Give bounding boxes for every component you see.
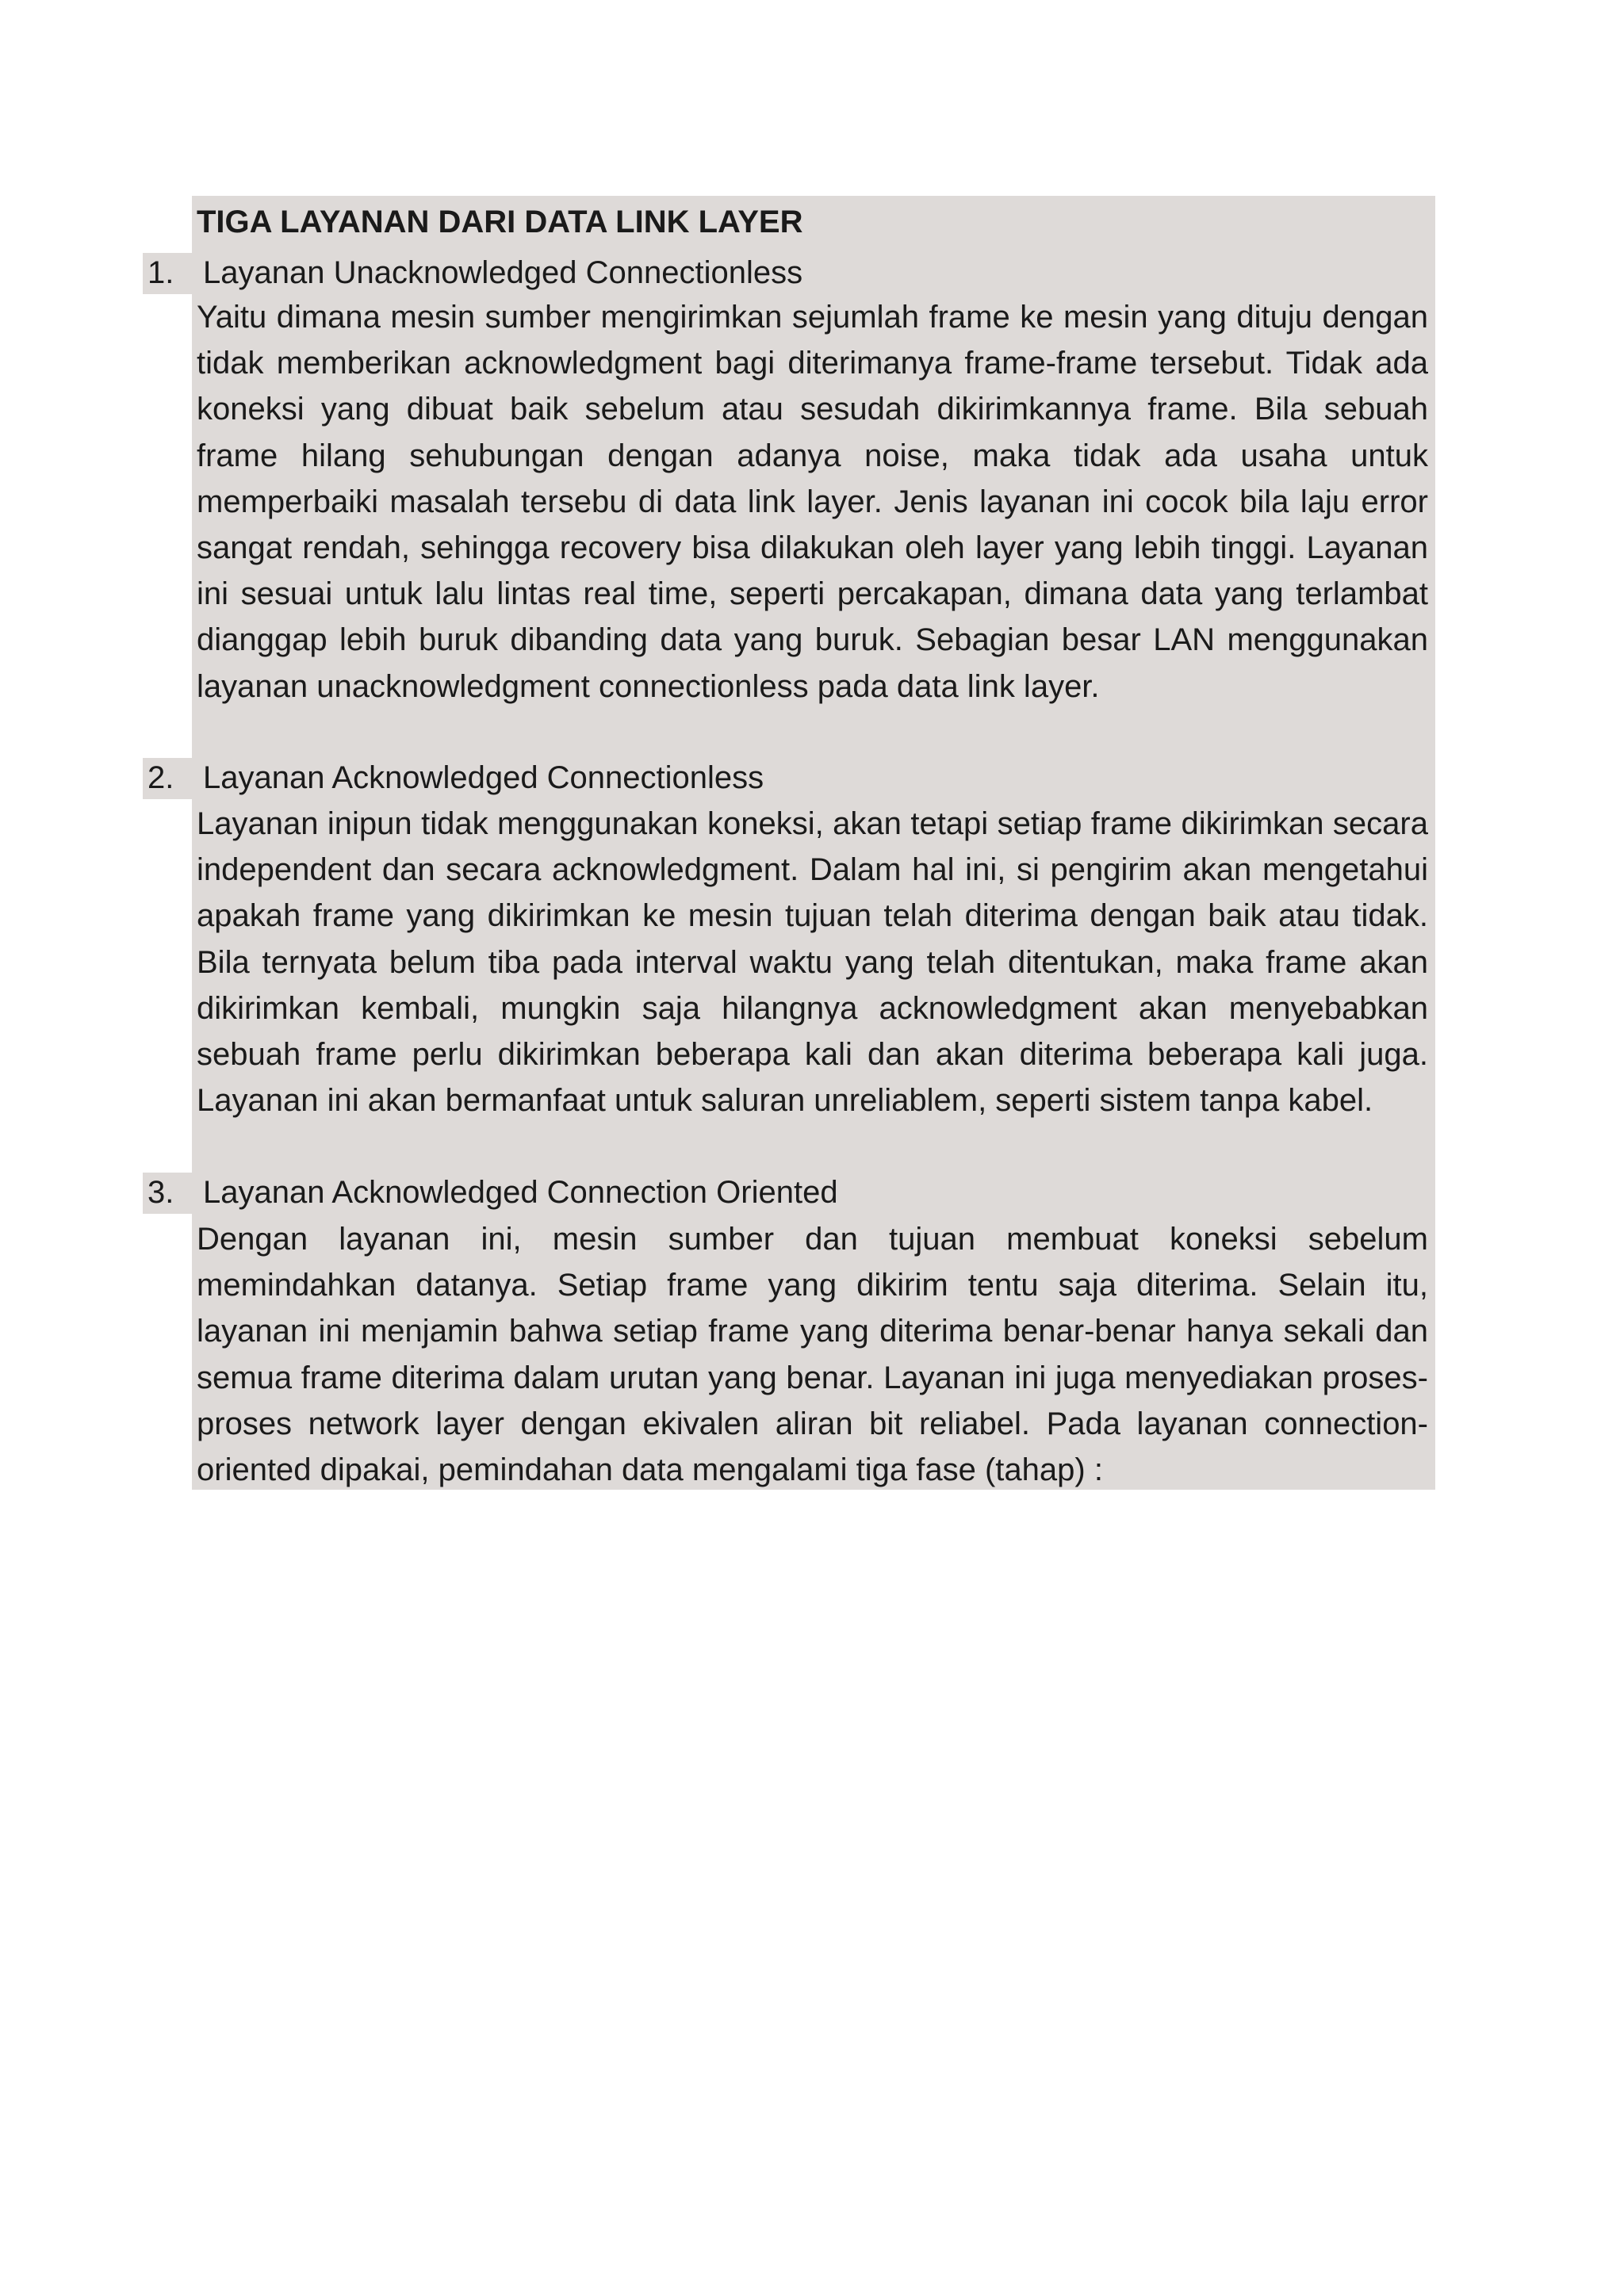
list-item-heading-1: [147, 252, 802, 293]
list-item-heading-2: [147, 757, 764, 798]
list-item-title-2: Layanan Acknowledged Connectionless: [203, 760, 764, 795]
list-item-paragraph-3: Dengan layanan ini, mesin sumber dan tujuan membuat koneksi sebelum memindahkan datanya. Setiap frame yang dikirim tentu saja diterima. Selain itu, layanan ini menjamin bahwa setiap frame yang diterima benar-benar hanya sekali dan semua frame diterima dalam urutan yang benar. Layanan ini juga menyediakan proses-proses network layer dengan ekivalen aliran bit reliabel. Pada layanan connection-oriented dipakai, pemindahan data mengalami tiga fase (tahap) :: [197, 1222, 1428, 1488]
list-item-heading-3: [147, 1172, 838, 1213]
list-item-paragraph-1: Yaitu dimana mesin sumber mengirimkan sejumlah frame ke mesin yang dituju dengan tidak memberikan acknowledgment bagi diterimanya frame-frame tersebut. Tidak ada koneksi yang dibuat baik sebelum atau sesudah dikirimkannya frame. Bila sebuah frame hilang sehubungan dengan adanya noise, maka tidak ada usaha untuk memperbaiki masalah tersebu di data link layer. Jenis layanan ini cocok bila laju error sangat rendah, sehingga recovery bisa dilakukan oleh layer yang lebih tinggi. Layanan ini sesuai untuk lalu lintas real time, seperti percakapan, dimana data yang terlambat dianggap lebih buruk dibanding data yang buruk. Sebagian besar LAN menggunakan layanan unacknowledgment connectionless pada data link layer.: [197, 300, 1428, 704]
list-item-title-3: Layanan Acknowledged Connection Oriented: [203, 1175, 838, 1210]
list-item-paragraph-2: Layanan inipun tidak menggunakan koneksi, akan tetapi setiap frame dikirimkan secara independent dan secara acknowledgment. Dalam hal ini, si pengirim akan mengetahui apakah frame yang dikirimkan ke mesin tujuan telah diterima dengan baik atau tidak. Bila ternyata belum tiba pada interval waktu yang telah ditentukan, maka frame akan dikirimkan kembali, mungkin saja hilangnya acknowledgment akan menyebabkan sebuah frame perlu dikirimkan beberapa kali dan akan diterima beberapa kali juga. Layanan ini akan bermanfaat untuk saluran unreliablem, seperti sistem tanpa kabel.: [197, 806, 1428, 1119]
list-item-number-2: 2.: [147, 760, 174, 795]
list-item-number-3: 3.: [147, 1175, 174, 1210]
list-item-title-1: Layanan Unacknowledged Connectionless: [203, 255, 803, 290]
list-item-number-1: 1.: [147, 255, 174, 290]
document-title: TIGA LAYANAN DARI DATA LINK LAYER: [197, 205, 803, 239]
